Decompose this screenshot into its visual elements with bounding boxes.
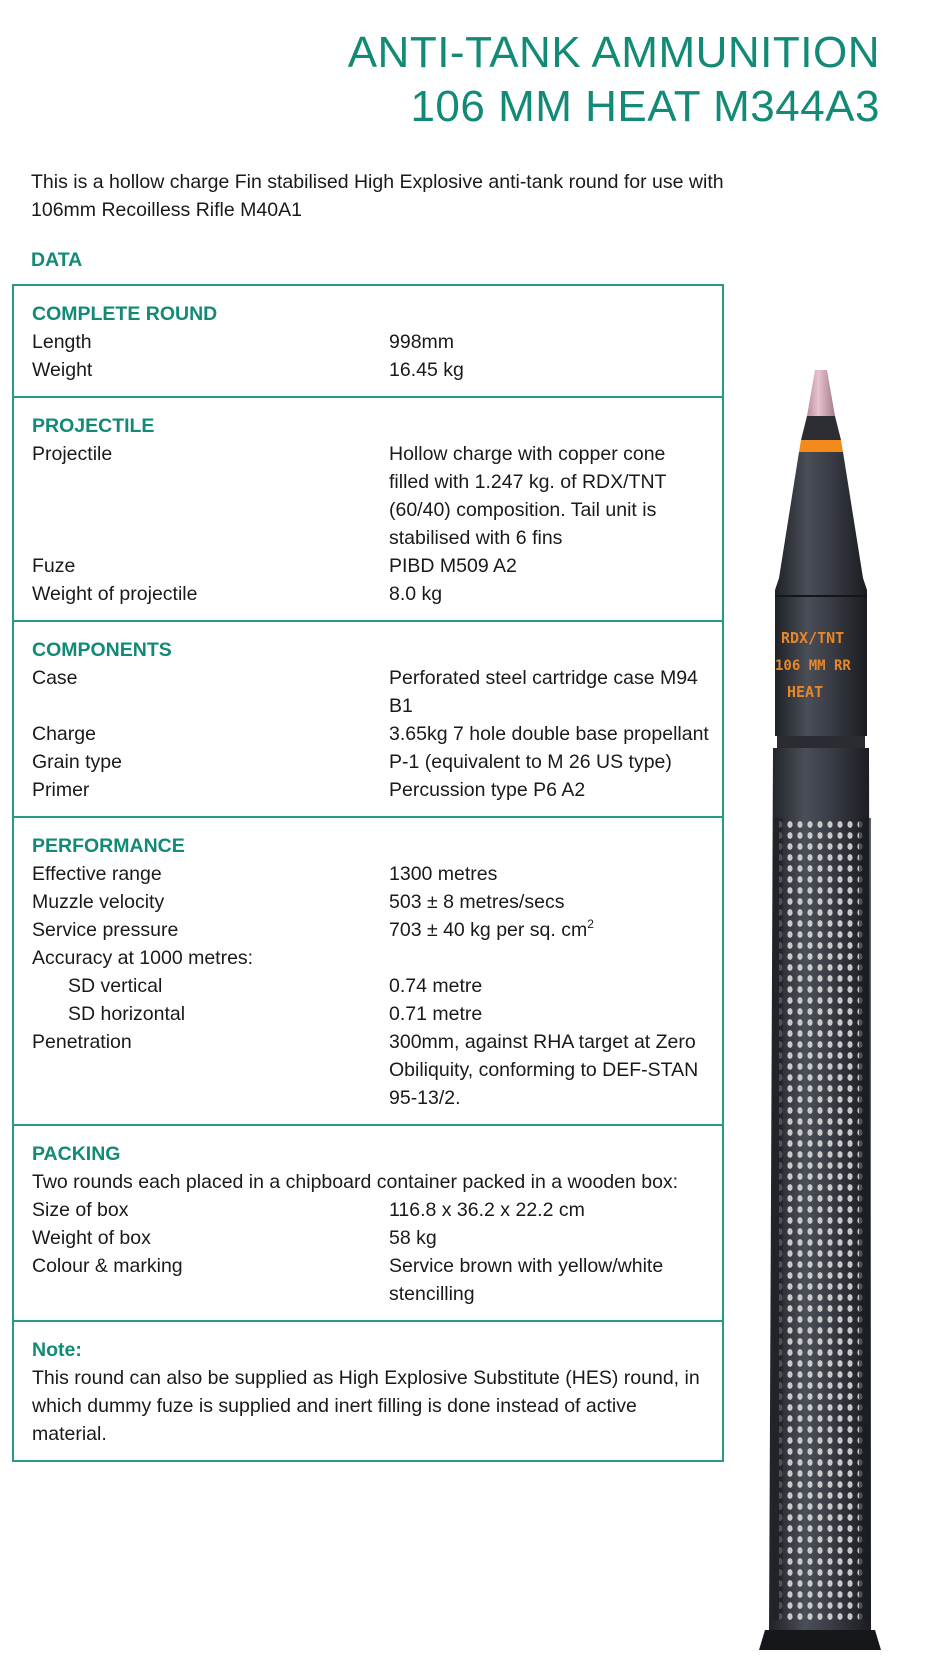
row-label: SD vertical — [68, 975, 163, 997]
data-row — [32, 1224, 722, 1252]
row-value: Hollow charge with copper cone filled with 1.247 kg. of RDX/TNT (60/40) composition. Tail unit is stabilised with 6 fins — [389, 443, 667, 549]
row-value: 58 kg — [389, 1227, 437, 1249]
title-line-2: 106 MM HEAT M344A3 — [410, 82, 880, 131]
data-row — [32, 972, 722, 1000]
section-performance — [14, 816, 722, 1124]
row-label: Weight — [32, 359, 93, 381]
data-row — [32, 356, 722, 384]
data-row — [32, 720, 722, 748]
nose-cone — [801, 416, 841, 440]
row-label: Primer — [32, 779, 90, 801]
row-value: 116.8 x 36.2 x 22.2 cm — [389, 1199, 585, 1221]
row-value: 16.45 kg — [389, 359, 464, 381]
data-row — [32, 1252, 722, 1308]
data-row — [32, 1000, 722, 1028]
data-row — [32, 1196, 722, 1224]
row-label: Effective range — [32, 863, 162, 885]
row-value — [389, 916, 709, 944]
row-value: 998mm — [389, 331, 455, 353]
row-label: Service pressure — [32, 919, 179, 941]
data-heading: DATA — [31, 249, 83, 271]
row-label: Accuracy at 1000 metres: — [32, 947, 254, 969]
fuze-tip — [807, 370, 835, 416]
section-projectile — [14, 396, 722, 620]
data-table — [12, 284, 724, 1462]
stencil-text-1: RDX/TNT — [781, 629, 845, 647]
row-value: Percussion type P6 A2 — [389, 779, 586, 801]
row-label: Grain type — [32, 751, 122, 773]
row-value: 0.74 metre — [389, 975, 483, 997]
data-row — [32, 580, 722, 608]
row-label: SD horizontal — [68, 1003, 186, 1025]
row-value: Service brown with yellow/white stencilling — [389, 1255, 664, 1305]
data-row — [32, 944, 722, 972]
row-value: 300mm, against RHA target at Zero Obiliquity, conforming to DEF-STAN 95-13/2. — [389, 1031, 699, 1109]
row-value: 503 ± 8 metres/secs — [389, 891, 565, 913]
row-label: Weight of projectile — [32, 583, 198, 605]
row-label: Penetration — [32, 1031, 132, 1053]
page-title — [348, 26, 880, 134]
row-value: Perforated steel cartridge case M94 B1 — [389, 667, 698, 717]
row-label: Weight of box — [32, 1227, 151, 1249]
pressure-value-text: 703 ± 40 kg per sq. cm — [389, 919, 588, 941]
section-title: COMPLETE ROUND — [32, 303, 218, 325]
case-ring — [777, 736, 865, 748]
stencil-text-3: HEAT — [787, 683, 824, 701]
row-label: Colour & marking — [32, 1255, 183, 1277]
data-row — [32, 748, 722, 776]
data-row — [32, 860, 722, 888]
section-note — [14, 1320, 722, 1460]
row-value: P-1 (equivalent to M 26 US type) — [389, 751, 672, 773]
row-label: Length — [32, 331, 92, 353]
row-label: Charge — [32, 723, 96, 745]
section-complete-round — [14, 286, 722, 396]
packing-description: Two rounds each placed in a chipboard container packed in a wooden box: — [32, 1171, 679, 1193]
ogive — [775, 452, 867, 590]
note-text: This round can also be supplied as High Explosive Substitute (HES) round, in which dummy fuze is supplied and inert filling is done instead of active material. — [32, 1367, 700, 1445]
data-row — [32, 440, 722, 552]
data-row — [32, 776, 722, 804]
case-base — [759, 1630, 881, 1650]
row-value: 1300 metres — [389, 863, 498, 885]
perforations — [779, 818, 865, 1620]
row-label: Size of box — [32, 1199, 129, 1221]
row-label: Projectile — [32, 443, 113, 465]
section-title: PERFORMANCE — [32, 835, 185, 857]
stencil-text-2: 106 MM RR — [775, 658, 851, 674]
section-components — [14, 620, 722, 816]
row-value: PIBD M509 A2 — [389, 555, 517, 577]
superscript: 2 — [587, 917, 594, 931]
row-label: Fuze — [32, 555, 76, 577]
data-row — [32, 552, 722, 580]
section-title: PACKING — [32, 1143, 121, 1165]
data-row — [32, 664, 722, 720]
section-title: PROJECTILE — [32, 415, 155, 437]
row-value: 8.0 kg — [389, 583, 443, 605]
data-row — [32, 1028, 722, 1112]
intro-paragraph: This is a hollow charge Fin stabilised High Explosive anti-tank round for use with 106mm Recoilless Rifle M40A1 — [31, 171, 724, 221]
title-line-1: ANTI-TANK AMMUNITION — [347, 28, 880, 77]
row-label: Case — [32, 667, 78, 689]
section-packing — [14, 1124, 722, 1320]
orange-band — [799, 440, 843, 452]
row-value: 0.71 metre — [389, 1003, 483, 1025]
data-row — [32, 888, 722, 916]
row-value: 3.65kg 7 hole double base propellant — [389, 723, 709, 745]
ammunition-round-image — [745, 368, 895, 1658]
section-title: COMPONENTS — [32, 639, 172, 661]
section-title: Note: — [32, 1339, 82, 1361]
data-row — [32, 328, 722, 356]
row-label: Muzzle velocity — [32, 891, 165, 913]
data-row — [32, 916, 722, 944]
